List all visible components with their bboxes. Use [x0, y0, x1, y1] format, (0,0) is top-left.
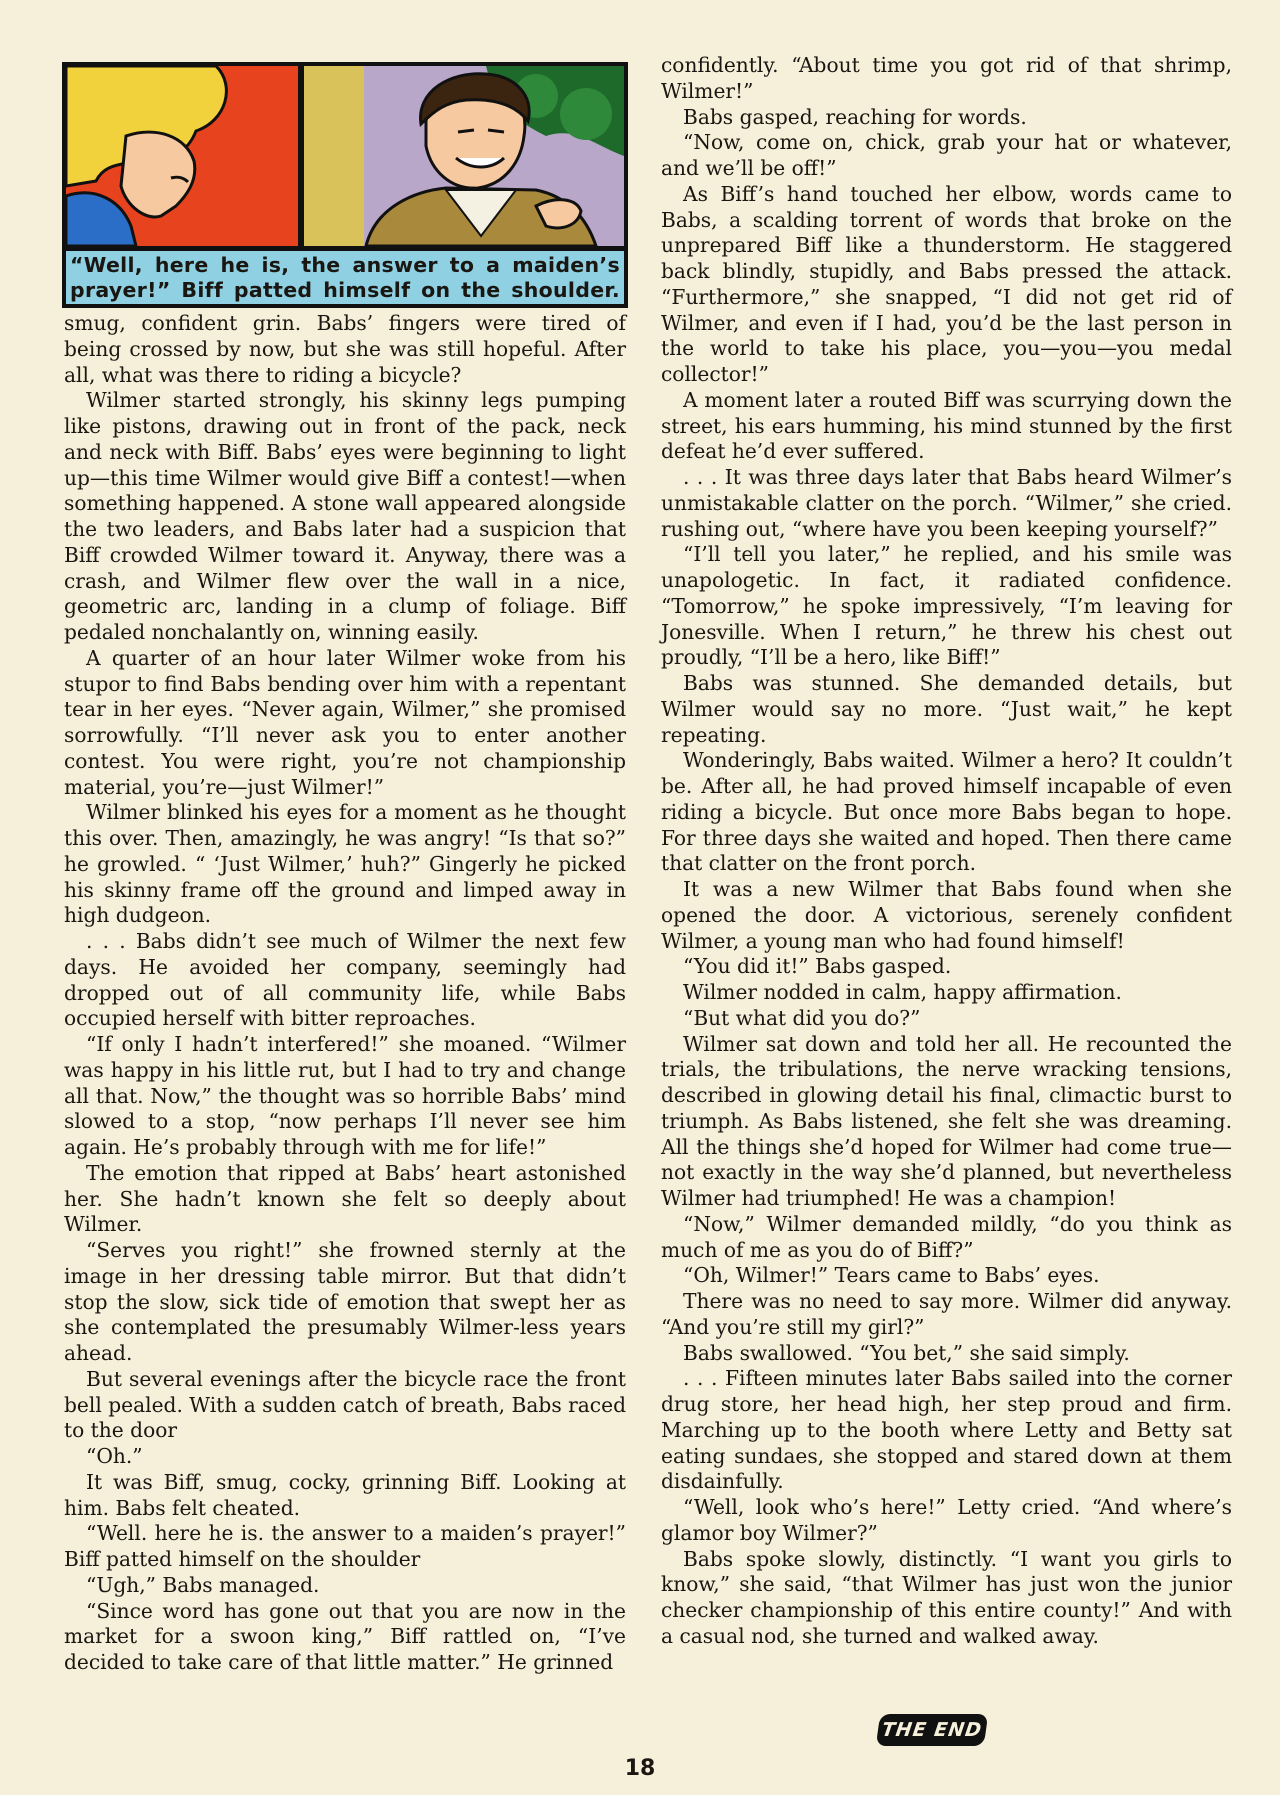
paragraph: Wilmer nodded in calm, happy affirmation.: [683, 980, 1122, 1004]
paragraph: A quarter of an hour later Wilmer woke from his stupor to find Babs bending over him with a repentant tear in her eyes. “Never again, Wilmer,” she promised sorrowfully. “I’ll never ask you to enter another contest. You were right, you’re not championship material, you’re—just Wilmer!”: [64, 645, 626, 799]
paragraph: . . . It was three days later that Babs heard Wilmer’s unmistakable clatter on the porch. “Wilmer,” she cried. rushing out, “where have you been keeping yourself?”: [661, 465, 1232, 541]
paragraph: Wilmer sat down and told her all. He recounted the trials, the tribulations, the nerve wracking tensions, described in glowing detail his final, climactic burst to triumph. As Babs listened, she felt she was dreaming. All the things she’d hoped for Wilmer had come true—not exactly in the way she’d planned, but nevertheless Wilmer had triumphed! He was a champion!: [661, 1031, 1232, 1210]
paragraph: “If only I hadn’t interfered!” she moaned. “Wilmer was happy in his little rut, but I had to try and change all that. Now,” the thought was so horrible Babs’ mind slowed to a stop, “now perhaps I’ll never see him again. He’s probably through with me for life!”: [64, 1032, 626, 1159]
paragraph: “But what did you do?”: [683, 1005, 921, 1030]
paragraph: The emotion that ripped at Babs’ heart astonished her. She hadn’t known she felt so deeply about Wilmer.: [64, 1160, 626, 1237]
panel-artwork: [66, 66, 624, 246]
panel-caption: “Well, here he is, the answer to a maiden’s prayer!” Biff patted himself on the shoulder.: [66, 248, 624, 304]
paragraph: . . . Fifteen minutes later Babs sailed into the corner drug store, her head high, her step proud and firm. Marching up to the booth where Letty and Betty sat eating sundaes, she stopped and stared down at them disdainfully.: [661, 1366, 1232, 1494]
paragraph: Babs swallowed. “You bet,” she said simply.: [683, 1340, 1130, 1365]
paragraph: “Well. here he is. the answer to a maiden’s prayer!” Biff patted himself on the shoulder: [64, 1521, 626, 1571]
page-number: 18: [624, 1756, 656, 1781]
paragraph: “Now,” Wilmer demanded mildly, “do you think as much of me as you do of Biff?”: [661, 1211, 1232, 1262]
paragraph: smug, confident grin. Babs’ fingers were tired of being crossed by now, but she was still hopeful. After all, what was there to riding a bicycle?: [64, 311, 626, 387]
left-text-column: [64, 311, 626, 1676]
paragraph: . . . Babs didn’t see much of Wilmer the next few days. He avoided her company, seemingly had dropped out of all community life, while Babs occupied herself with bitter reproaches.: [64, 929, 626, 1031]
paragraph: Babs was stunned. She demanded details, but Wilmer would say no more. “Just wait,” he kept repeating.: [661, 671, 1232, 747]
paragraph: “Ugh,” Babs managed.: [86, 1572, 320, 1597]
illustration-panel: [62, 62, 628, 308]
paragraph: There was no need to say more. Wilmer did anyway. “And you’re still my girl?”: [661, 1289, 1232, 1339]
the-end-label: THE END: [876, 1714, 988, 1746]
paragraph: “Serves you right!” she frowned sternly at the image in her dressing table mirror. But that didn’t stop the slow, sick tide of emotion that swept her as she contemplated the presumably Wilmer-less years ahead.: [64, 1238, 626, 1365]
paragraph: Wonderingly, Babs waited. Wilmer a hero? It couldn’t be. After all, he had proved himself incapable of even riding a bicycle. But once more Babs began to hope. For three days she waited and hoped. Then there came that clatter on the front porch.: [661, 748, 1232, 876]
paragraph: “Since word has gone out that you are now in the market for a swoon king,” Biff rattled on, “I’ve decided to take care of that little matter.” He grinned: [64, 1598, 626, 1674]
paragraph: It was Biff, smug, cocky, grinning Biff. Looking at him. Babs felt cheated.: [64, 1469, 626, 1520]
paragraph: “Oh, Wilmer!” Tears came to Babs’ eyes.: [683, 1263, 1100, 1288]
paragraph: Wilmer blinked his eyes for a moment as he thought this over. Then, amazingly, he was angry! “Is that so?” he growled. “ ‘Just Wilmer,’ huh?” Gingerly he picked his skinny frame off the ground and limped away in high dudgeon.: [64, 800, 626, 928]
paragraph: A moment later a routed Biff was scurrying down the street, his ears humming, his mind stunned by the first defeat he’d ever suffered.: [661, 387, 1232, 464]
paragraph: “I’ll tell you later,” he replied, and his smile was unapologetic. In fact, it radiated confidence. “Tomorrow,” he spoke impressively, “I’m leaving for Jonesville. When I return,” he threw his chest out proudly, “I’ll be a hero, like Biff!”: [661, 542, 1232, 670]
paragraph: Wilmer started strongly, his skinny legs pumping like pistons, drawing out in front of the pack, neck and neck with Biff. Babs’ eyes were beginning to light up—this time Wilmer would give Biff a contest!—when something happened. A stone wall appeared alongside the two leaders, and Babs later had a suspicion that Biff crowded Wilmer toward it. Anyway, there was a crash, and Wilmer flew over the wall in a nice, geometric arc, landing in a clump of foliage. Biff pedaled nonchalantly on, winning easily.: [64, 388, 626, 644]
paragraph: confidently. “About time you got rid of that shrimp, Wilmer!”: [661, 53, 1232, 103]
paragraph: Babs spoke slowly, distinctly. “I want you girls to know,” she said, “that Wilmer has just won the junior checker championship of this entire county!” And with a casual nod, she turned and walked away.: [661, 1546, 1232, 1648]
paragraph: As Biff’s hand touched her elbow, words came to Babs, a scalding torrent of words that broke on the unprepared Biff like a thunderstorm. He staggered back blindly, stupidly, and Babs pressed the attack. “Furthermore,” she snapped, “I did not get rid of Wilmer, and even if I had, you’d be the last person in the world to take his place, you—you—you medal collector!”: [661, 181, 1232, 386]
paragraph: “Now, come on, chick, grab your hat or whatever, and we’ll be off!”: [661, 130, 1232, 180]
paragraph: “Well, look who’s here!” Letty cried. “And where’s glamor boy Wilmer?”: [661, 1495, 1232, 1545]
paragraph: “Oh.”: [86, 1444, 143, 1468]
paragraph: But several evenings after the bicycle race the front bell pealed. With a sudden catch of breath, Babs raced to the door: [64, 1366, 626, 1443]
paragraph: Babs gasped, reaching for words.: [683, 104, 1027, 129]
right-text-column: [661, 53, 1232, 1650]
paragraph: It was a new Wilmer that Babs found when she opened the door. A victorious, serenely confident Wilmer, a young man who had found himself!: [661, 877, 1232, 953]
paragraph: “You did it!” Babs gasped.: [683, 954, 952, 979]
